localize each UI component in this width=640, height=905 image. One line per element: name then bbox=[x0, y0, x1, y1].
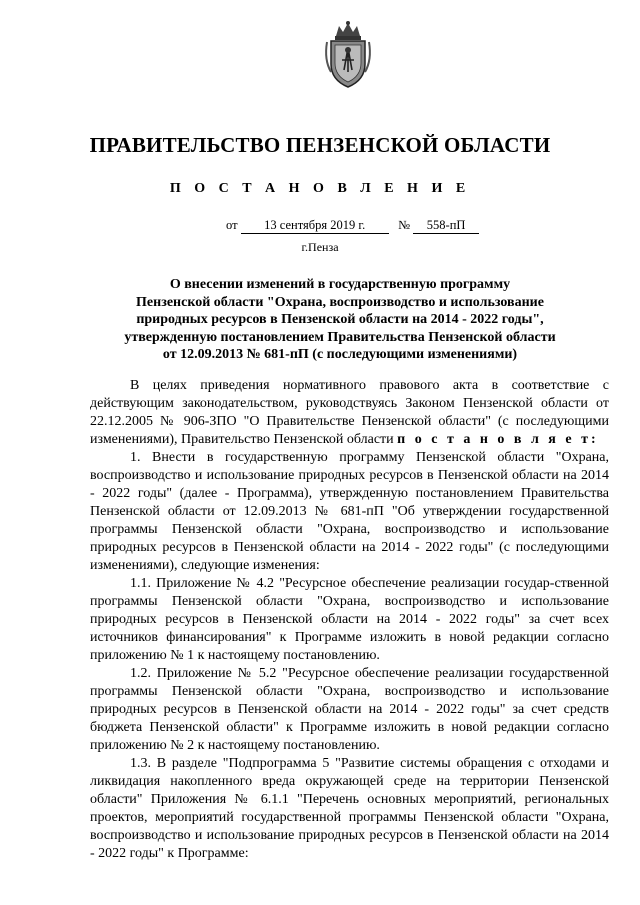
government-name: ПРАВИТЕЛЬСТВО ПЕНЗЕНСКОЙ ОБЛАСТИ bbox=[89, 133, 551, 157]
document-body bbox=[90, 377, 609, 863]
document-date: 13 сентября 2019 г. bbox=[241, 218, 389, 234]
document-meta bbox=[226, 218, 479, 234]
document-number: 558-пП bbox=[413, 218, 479, 234]
preamble-paragraph bbox=[90, 377, 609, 449]
item-1-1-paragraph: 1.1. Приложение № 4.2 "Ресурсное обеспечение реализации государ-ственной программы Пензенской области "Охрана, воспроизводство и использование природных ресурсов в Пензенской области на 2014 - 2022 годы" за счет всех источников финансирования" к Программе изложить в новой редакции согласно приложению № 1 к настоящему постановлению. bbox=[90, 576, 609, 663]
subject-line: от 12.09.2013 № 681-пП (с последующими изменениями) bbox=[162, 347, 518, 363]
subject-line: природных ресурсов в Пензенской области на 2014 - 2022 годы", bbox=[136, 312, 544, 328]
document-type: П О С Т А Н О В Л Е Н И Е bbox=[169, 181, 471, 196]
item-1-2-paragraph: 1.2. Приложение № 5.2 "Ресурсное обеспечение реализации государственной программы Пензенской области "Охрана, воспроизводство и использование природных ресурсов в Пензенской области на 2014 - 2022 годы" за счет средств бюджета Пензенской области" к Программе изложить в новой редакции согласно приложению № 2 к настоящему постановлению. bbox=[90, 666, 609, 753]
preamble-text: В целях приведения нормативного правового акта в соответствие с действующим законодательством, руководствуясь Законом Пензенской области от 22.12.2005 № 906-ЗПО "О Правительстве Пензенской области" (с последующими изменениями), Правительство Пензенской области bbox=[90, 378, 609, 447]
preamble-verb: п о с т а н о в л я е т: bbox=[397, 432, 599, 447]
document-subject bbox=[100, 276, 580, 364]
penza-coat-of-arms-icon bbox=[322, 20, 374, 90]
subject-line: утвержденную постановлением Правительства Пензенской области bbox=[124, 329, 556, 345]
subject-line: Пензенской области "Охрана, воспроизводство и использование bbox=[136, 294, 544, 310]
document-city: г.Пенза bbox=[301, 240, 339, 254]
item-1-paragraph: 1. Внести в государственную программу Пензенской области "Охрана, воспроизводство и использование природных ресурсов в Пензенской области на 2014 - 2022 годы" (далее - Программа), утвержденную постановлением Правительства Пензенской области от 12.09.2013 № 681-пП "Об утверждении государственной программы Пензенской области "Охрана, воспроизводство и использование природных ресурсов в Пензенской области на 2014 - 2022 годы" (с последующими изменениями), следующие изменения: bbox=[90, 450, 609, 573]
subject-line: О внесении изменений в государственную программу bbox=[169, 277, 511, 292]
date-prefix: от bbox=[226, 218, 238, 232]
number-prefix: № bbox=[398, 218, 410, 232]
item-1-3-paragraph: 1.3. В разделе "Подпрограмма 5 "Развитие системы обращения с отходами и ликвидация накопленного вреда окружающей среде на территории Пензенской области" Приложения № 6.1.1 "Перечень основных мероприятий, региональных проектов, мероприятий государственной программы Пензенской области "Охрана, воспроизводство и использование природных ресурсов в Пензенской области на 2014 - 2022 годы" к Программе: bbox=[90, 756, 609, 861]
